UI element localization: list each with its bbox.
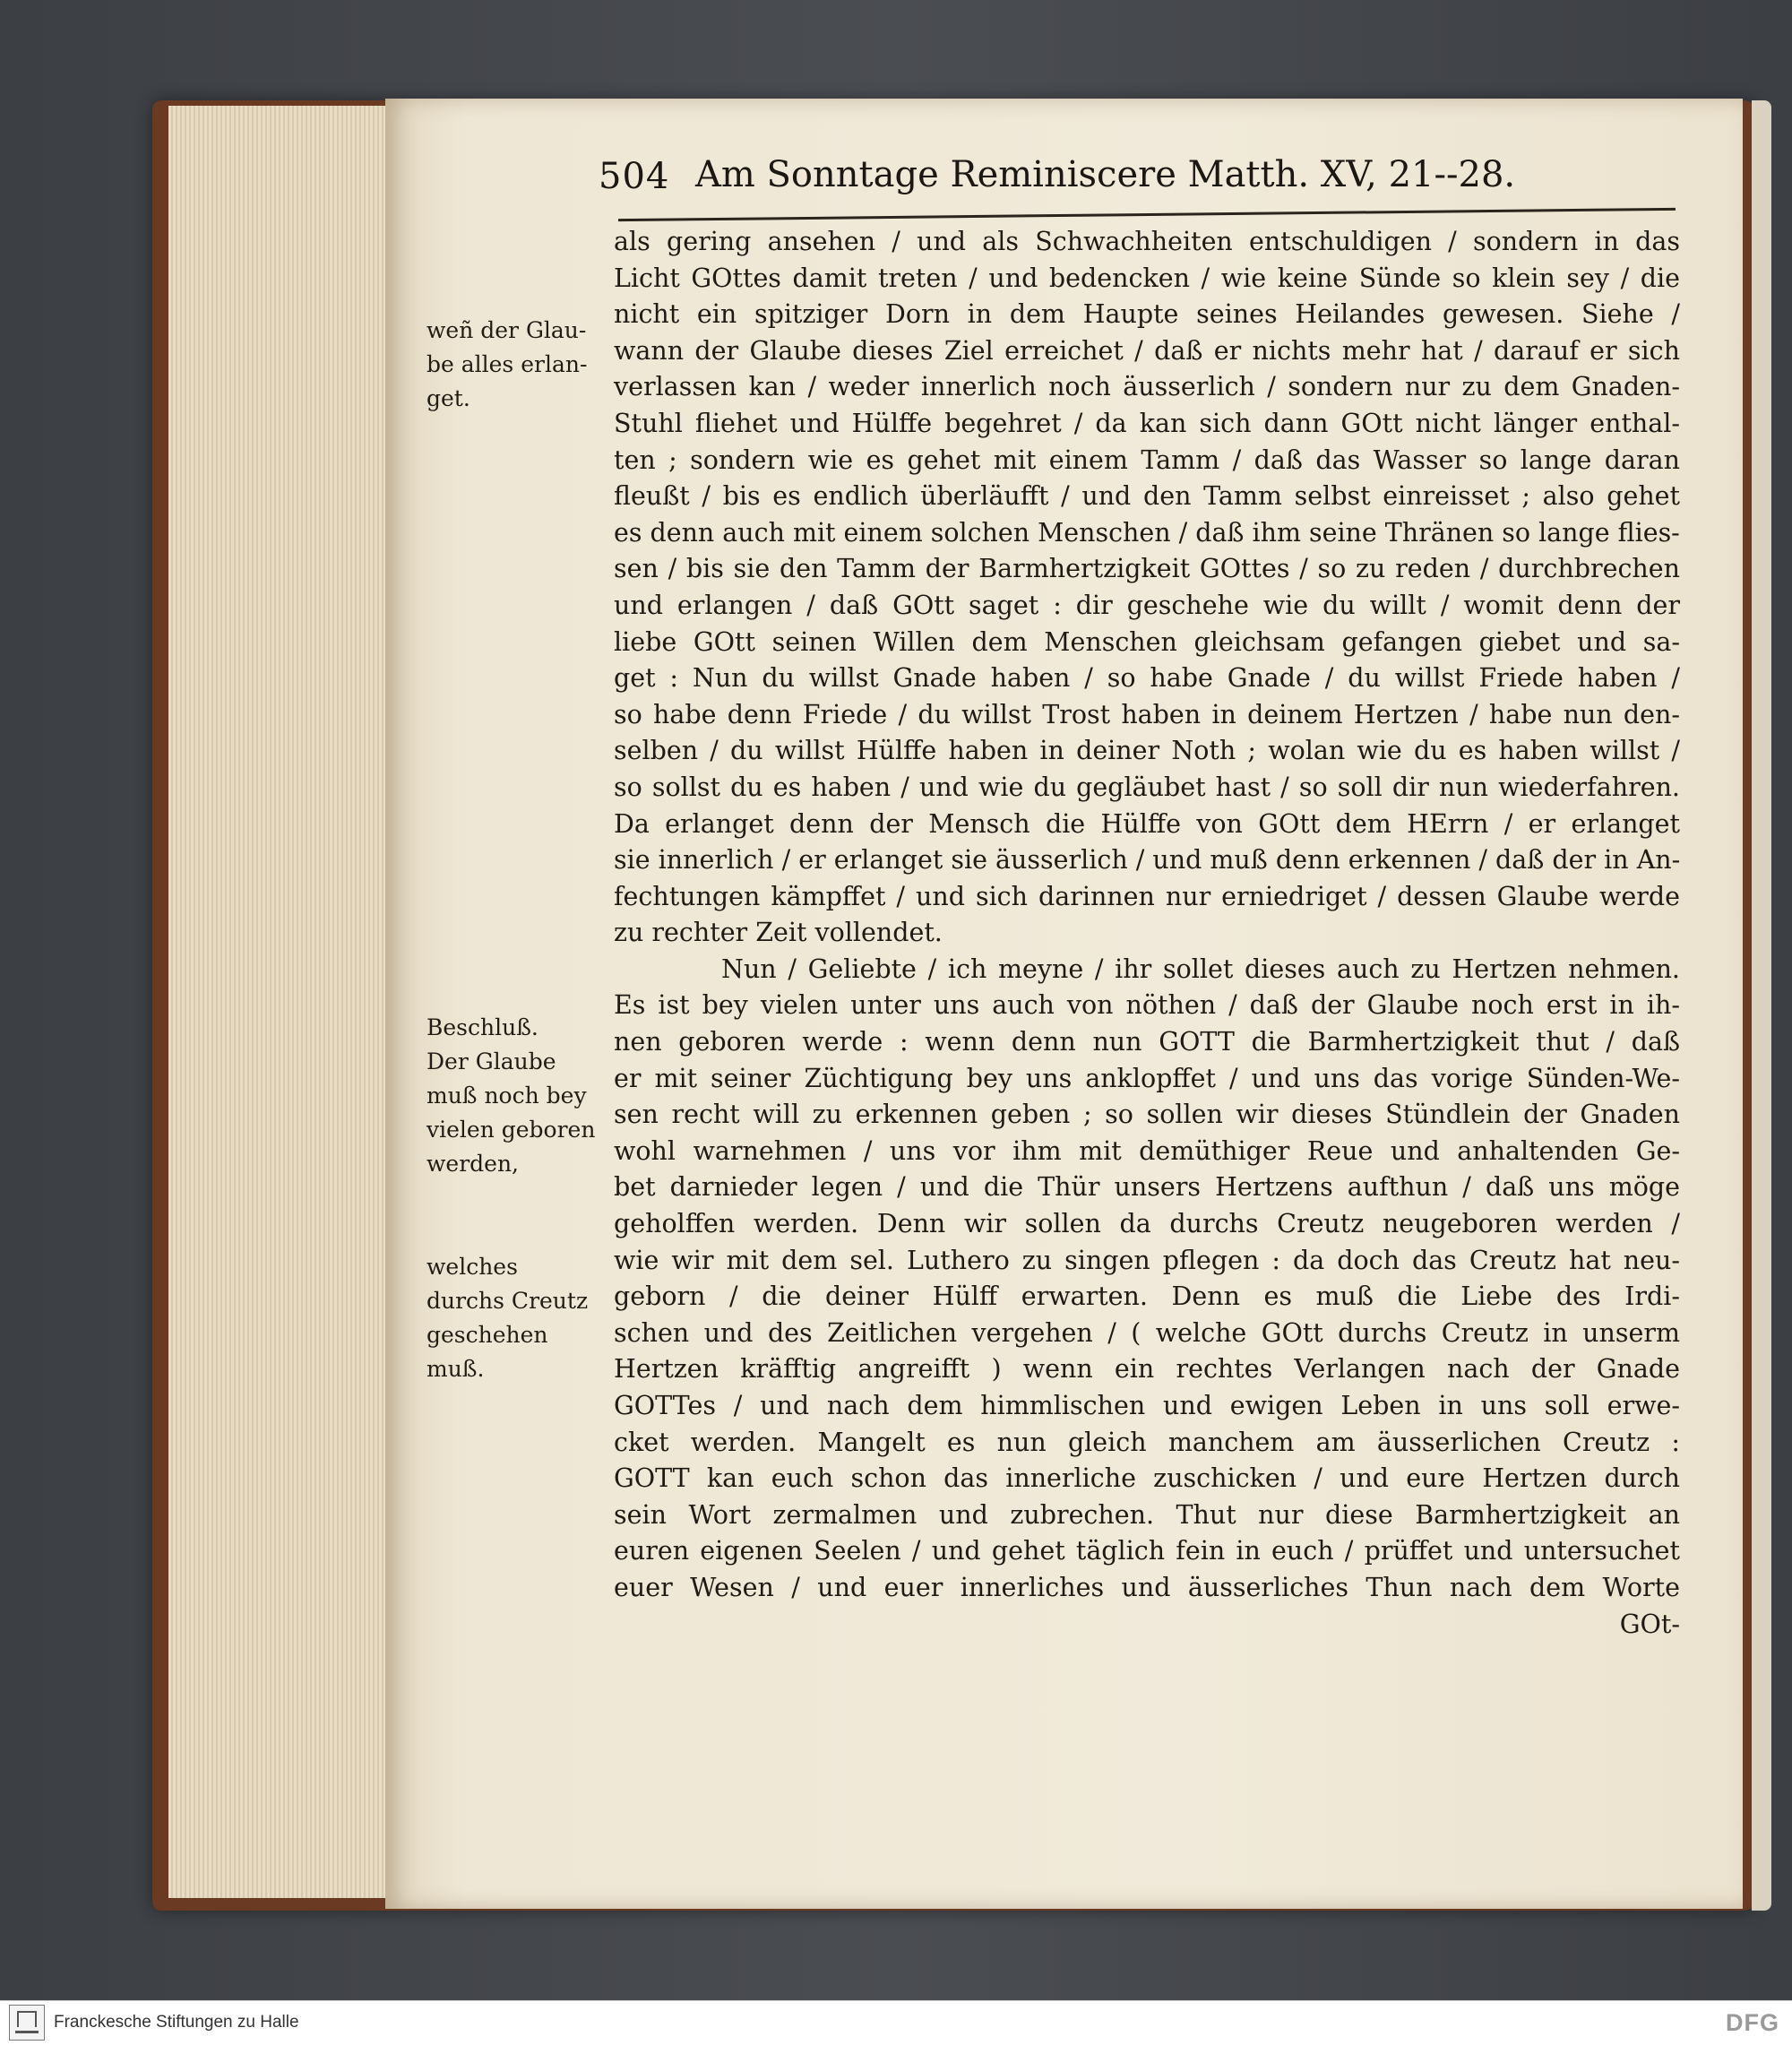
institution-name[interactable]: Franckesche Stiftungen zu Halle [54, 2013, 299, 2032]
text-line: GOTTes / und nach dem himmlischen und ewigen Leben in uns soll erwe- [614, 1391, 1680, 1420]
text-line: ten ; sondern wie es gehet mit einem Tamm / daß das Wasser so lange daran [614, 444, 1680, 475]
text-line: wann der Glaube dieses Ziel erreichet / daß er nichts mehr hat / darauf er sich [614, 335, 1680, 366]
text-line: bet darnieder legen / und die Thür unsers Hertzens aufthun / daß uns möge [614, 1172, 1680, 1203]
text-line: wohl warnehmen / uns vor ihm mit demüthiger Reue und anhaltenden Ge- [614, 1135, 1680, 1166]
margin-note-line: werden, [426, 1151, 519, 1177]
margin-note-line: durchs Creutz [426, 1288, 589, 1314]
text-line: Es ist bey vielen unter uns auch von nöthen / daß der Glaube noch erst in ih- [614, 990, 1680, 1021]
text-line: zu rechter Zeit vollendet. [614, 918, 943, 948]
margin-note-line: Der Glaube [426, 1048, 556, 1074]
text-line: so sollst du es haben / und wie du gegläubet hast / so soll dir nun wiederfahren. [614, 772, 1680, 802]
margin-note-line: welches [426, 1254, 518, 1280]
margin-note-line: muß noch bey [426, 1083, 587, 1109]
text-line: schen und des Zeitlichen vergehen / ( welche GOtt durchs Creutz in unserm [614, 1317, 1680, 1348]
text-line: selben / du willst Hülffe haben in deiner Noth ; wolan wie du es haben willst / [614, 736, 1680, 766]
text-line: euren eigenen Seelen / und gehet täglich fein in euch / prüffet und untersuchet [614, 1536, 1680, 1566]
catchword: GOt- [1619, 1609, 1680, 1639]
text-line: geholffen werden. Denn wir sollen da durchs Creutz neugeboren werden / [614, 1209, 1680, 1239]
margin-note-faith-attains [426, 314, 606, 416]
text-line: sen recht will zu erkennen geben ; so sollen wir dieses Stündlein der Gnaden [614, 1100, 1680, 1130]
text-line: euer Wesen / und euer innerliches und äusserliches Thun nach dem Worte [614, 1572, 1680, 1602]
text-line: Stuhl fliehet und Hülffe begehret / da kan sich dann GOtt nicht länger enthal- [614, 408, 1680, 438]
text-line: verlassen kan / weder innerlich noch äusserlich / sondern nur zu dem Gnaden- [614, 372, 1680, 402]
margin-note-line: Beschluß. [426, 1014, 538, 1040]
text-line: nicht ein spitziger Dorn in dem Haupte seines Heilandes gewesen. Siehe / [614, 299, 1680, 330]
text-line: sen / bis sie den Tamm der Barmhertzigkeit GOttes / so zu reden / durchbrechen [614, 554, 1680, 584]
text-line: liebe GOtt seinen Willen dem Menschen gleichsam gefangen giebet und sa- [614, 626, 1680, 657]
running-title: Am Sonntage Reminiscere Matth. XV, 21--28. [695, 154, 1516, 195]
text-line: und erlangen / daß GOtt saget : dir geschehe wie du willt / womit denn der [614, 590, 1680, 620]
page-stack-edges [168, 106, 392, 1898]
page-number: 504 [599, 156, 670, 197]
margin-note-conclusion [426, 1011, 606, 1181]
text-line: er mit seiner Züchtigung bey uns anklopffet / und uns das vorige Sünden-We- [614, 1063, 1680, 1093]
text-line: sein Wort zermalmen und zubrechen. Thut nur diese Barmhertzigkeit an [614, 1499, 1680, 1530]
margin-note-line: vielen geboren [426, 1117, 596, 1143]
text-line: als gering ansehen / und als Schwachheiten entschuldigen / sondern in das [614, 227, 1680, 256]
text-line: nen geboren werde : wenn denn nun GOTT die Barmhertzigkeit thut / daß [614, 1027, 1680, 1057]
margin-note-line: geschehen [426, 1322, 548, 1348]
margin-note-line: be alles erlan- [426, 351, 588, 377]
margin-note-line: get. [426, 385, 470, 411]
viewer-footer [0, 2000, 1792, 2045]
body-text [614, 224, 1680, 1643]
text-line: GOTT kan euch schon das innerliche zuschicken / und eure Hertzen durch [614, 1463, 1680, 1494]
text-line: Nun / Geliebte / ich meyne / ihr sollet dieses auch zu Hertzen nehmen. [721, 953, 1680, 984]
text-line: sie innerlich / er erlanget sie äusserlich / und muß denn erkennen / daß der in An- [614, 845, 1681, 876]
running-head [599, 151, 1674, 213]
text-line: so habe denn Friede / du willst Trost haben in deinem Hertzen / habe nun den- [614, 699, 1680, 729]
text-line: Da erlanget denn der Mensch die Hülffe von GOtt dem HErrn / er erlanget [614, 808, 1680, 839]
text-line: Hertzen kräfftig angreifft ) wenn ein rechtes Verlangen nach der Gnade [614, 1354, 1680, 1385]
margin-note-line: weñ der Glau- [426, 317, 587, 343]
text-line: get : Nun du willst Gnade haben / so habe Gnade / du willst Friede haben / [614, 663, 1680, 694]
text-line: geborn / die deiner Hülff erwarten. Denn es muß die Liebe des Irdi- [614, 1281, 1680, 1312]
text-line: wie wir mit dem sel. Luthero zu singen pflegen : da doch das Creutz hat neu- [614, 1245, 1680, 1275]
text-line: es denn auch mit einem solchen Menschen / daß ihm seine Thränen so lange flies- [614, 517, 1680, 548]
text-line: fleußt / bis es endlich überläufft / und den Tamm selbst einreisset ; also gehet [614, 481, 1680, 512]
dfg-logo[interactable]: DFG [1726, 2009, 1779, 2036]
book-cover-edge [1752, 100, 1771, 1911]
margin-note-cross [426, 1250, 606, 1386]
margin-note-line: muß. [426, 1356, 485, 1382]
text-line: fechtungen kämpffet / und sich darinnen nur erniedriget / dessen Glaube werde [614, 881, 1680, 911]
text-line: Licht GOttes damit treten / und bedencken / wie keine Sünde so klein sey / die [614, 263, 1680, 293]
text-line: cket werden. Mangelt es nun gleich manchem am äusserlichen Creutz : [614, 1427, 1680, 1457]
institution-logo-icon[interactable] [9, 2005, 45, 2041]
